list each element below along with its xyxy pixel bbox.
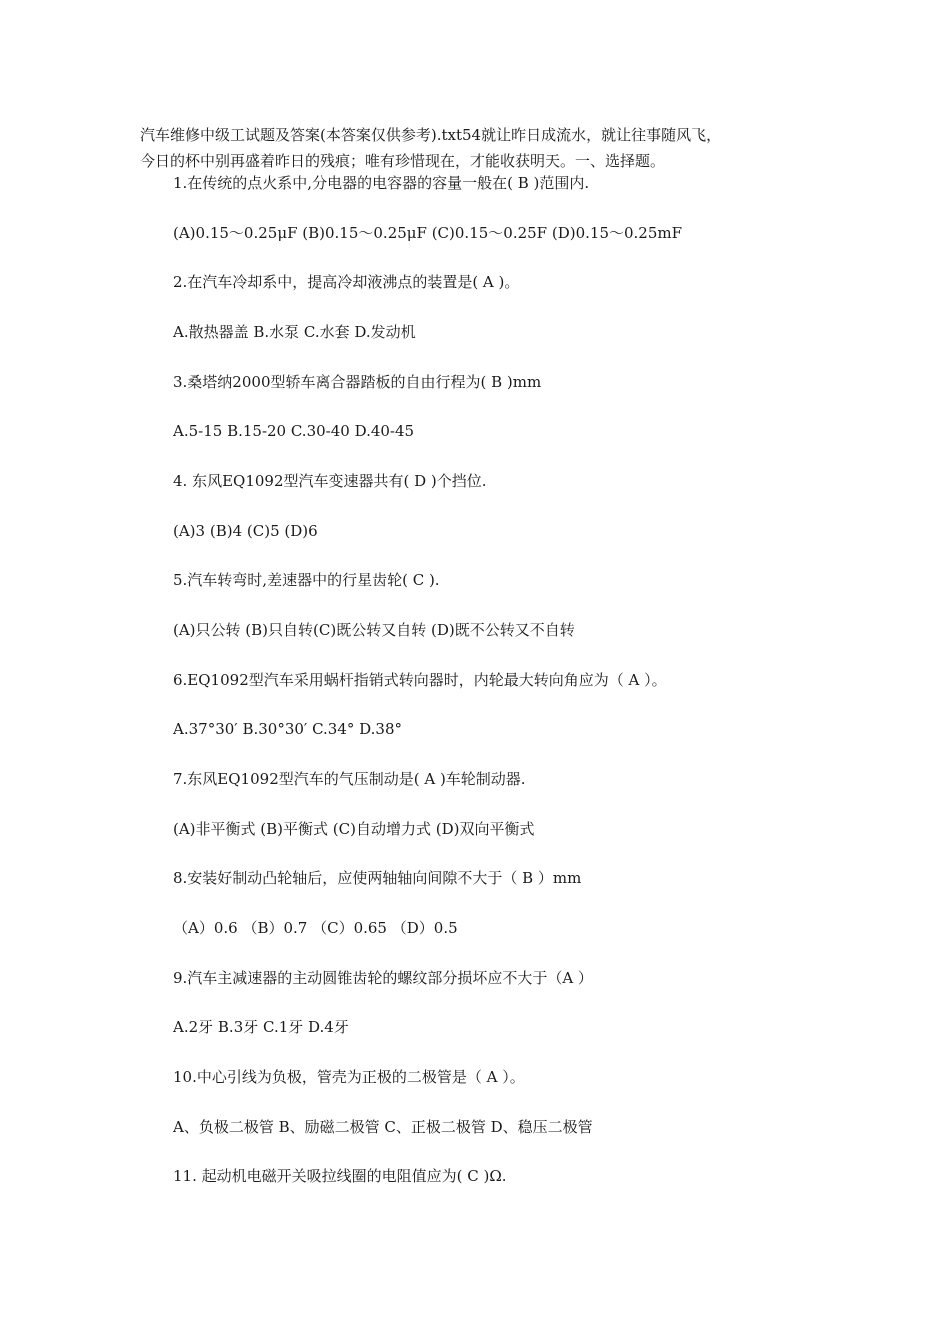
question-3: 3.桑塔纳2000型轿车离合器踏板的自由行程为( B )mm [173,373,542,391]
question-1: 1.在传统的点火系中,分电器的电容器的容量一般在( B )范围内. [173,174,590,192]
question-3-options: A.5-15 B.15-20 C.30-40 D.40-45 [173,422,415,440]
intro-line-2: 今日的杯中别再盛着昨日的残痕；唯有珍惜现在，才能收获明天。一、选择题。 [140,152,666,170]
intro-line-1: 汽车维修中级工试题及答案(本答案仅供参考).txt54就让昨日成流水，就让往事随风飞， [140,126,722,144]
question-6-options: A.37°30′ B.30°30′ C.34° D.38° [173,720,402,738]
question-9: 9.汽车主减速器的主动圆锥齿轮的螺纹部分损坏应不大于（A ） [173,969,593,987]
question-6: 6.EQ1092型汽车采用蜗杆指销式转向器时，内轮最大转向角应为（ A ）。 [173,671,667,689]
question-7-options: (A)非平衡式 (B)平衡式 (C)自动增力式 (D)双向平衡式 [173,820,535,838]
question-2-options: A.散热器盖 B.水泵 C.水套 D.发动机 [173,323,416,341]
question-10-options: A、负极二极管 B、励磁二极管 C、正极二极管 D、稳压二极管 [173,1118,593,1136]
question-2: 2.在汽车冷却系中，提高冷却液沸点的装置是( A )。 [173,273,520,291]
question-4: 4. 东风EQ1092型汽车变速器共有( D )个挡位. [173,472,487,490]
question-11: 11. 起动机电磁开关吸拉线圈的电阻值应为( C )Ω. [173,1167,507,1185]
question-7: 7.东风EQ1092型汽车的气压制动是( A )车轮制动器. [173,770,526,788]
question-5-options: (A)只公转 (B)只自转(C)既公转又自转 (D)既不公转又不自转 [173,621,575,639]
question-1-options: (A)0.15～0.25μF (B)0.15～0.25μF (C)0.15～0.25F (D)0.15～0.25mF [173,224,683,242]
question-8-options: （A）0.6 （B）0.7 （C）0.65 （D）0.5 [173,919,458,937]
question-9-options: A.2牙 B.3牙 C.1牙 D.4牙 [173,1018,349,1036]
question-4-options: (A)3 (B)4 (C)5 (D)6 [173,522,318,540]
document-intro [140,122,820,174]
question-10: 10.中心引线为负极，管壳为正极的二极管是（ A ）。 [173,1068,525,1086]
question-8: 8.安装好制动凸轮轴后，应使两轴轴向间隙不大于（ B ）mm [173,869,582,887]
question-5: 5.汽车转弯时,差速器中的行星齿轮( C ). [173,571,440,589]
